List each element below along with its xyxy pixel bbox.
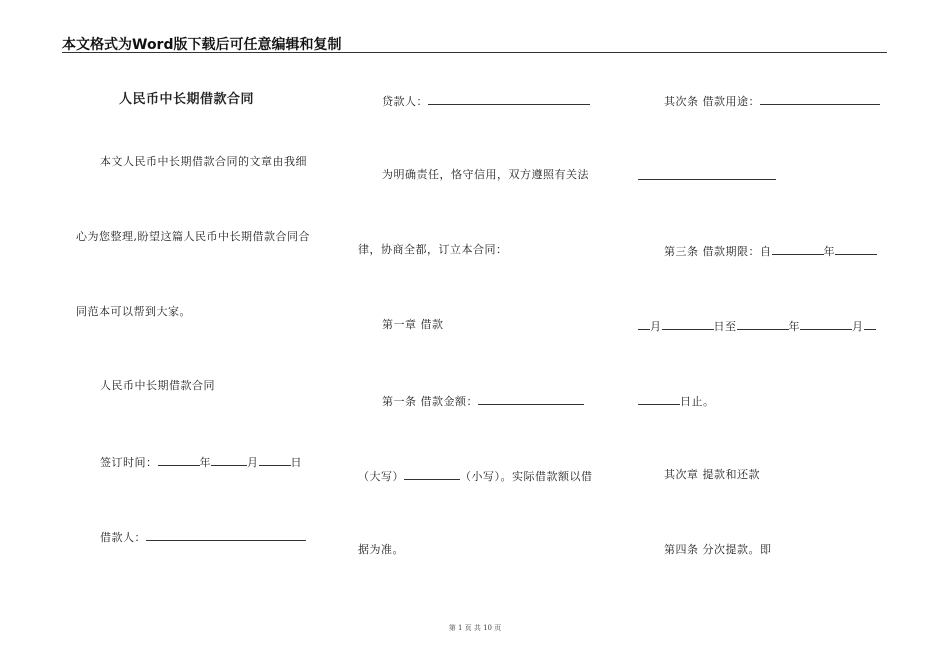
term-end-line — [638, 393, 715, 409]
start-month-blank[interactable] — [835, 243, 877, 255]
sign-day-label: 日 — [290, 456, 302, 469]
purpose-blank-2[interactable] — [638, 168, 776, 180]
intro-line-2: 心为您整理,盼望这篇人民币中长期借款合同合 — [76, 230, 310, 243]
sign-day-blank[interactable] — [259, 454, 291, 466]
para-line-2: 律，协商全都，订立本合同： — [358, 243, 508, 256]
term-line — [638, 318, 876, 334]
amount-lower-label: （小写）。实际借款额以借 — [460, 470, 593, 483]
article-2-label: 其次条 借款用途： — [664, 95, 760, 108]
purpose-blank[interactable] — [760, 93, 880, 105]
contract-name: 人民币中长期借款合同 — [100, 379, 215, 392]
document-header-title: 本文格式为Word版下载后可任意编辑和复制 — [62, 37, 342, 53]
doc-title: 人民币中长期借款合同 — [119, 92, 255, 107]
intro-line-3: 同范本可以帮到大家。 — [76, 305, 191, 318]
amount-upper-blank[interactable] — [404, 468, 460, 480]
start-month-blank-2[interactable] — [638, 318, 650, 330]
start-year-label: 年 — [823, 245, 835, 258]
end-year-blank[interactable] — [737, 318, 789, 330]
end-year-label: 年 — [788, 320, 800, 333]
purpose-blank-line — [638, 168, 776, 184]
article-3-line — [664, 243, 877, 259]
header-divider — [62, 52, 887, 53]
sign-month-blank[interactable] — [211, 454, 247, 466]
amount-upper-label: （大写） — [358, 470, 404, 483]
end-month-label: 月 — [852, 320, 864, 333]
borrower-line — [100, 529, 306, 545]
chapter-2-heading: 其次章 提款和还款 — [664, 468, 760, 481]
day-to-label: 日至 — [713, 320, 737, 333]
intro-line-1: 本文人民币中长期借款合同的文章由我细 — [100, 155, 307, 168]
borrower-blank[interactable] — [146, 529, 306, 541]
sign-year-blank[interactable] — [158, 454, 200, 466]
lender-blank[interactable] — [428, 93, 590, 105]
article-1-label: 第一条 借款金额： — [382, 395, 478, 408]
page-number: 第 1 页 共 10 页 — [448, 624, 502, 632]
end-day-blank-2[interactable] — [638, 393, 680, 405]
sign-year-label: 年 — [199, 456, 211, 469]
start-year-blank[interactable] — [772, 243, 824, 255]
start-month-label: 月 — [650, 320, 662, 333]
sign-time-line — [100, 454, 302, 470]
amount-end-line: 据为准。 — [358, 543, 404, 556]
lender-line — [382, 93, 590, 109]
sign-time-label: 签订时间： — [100, 456, 158, 469]
borrower-label: 借款人： — [100, 531, 146, 544]
article-2-line — [664, 93, 880, 109]
amount-blank[interactable] — [478, 393, 584, 405]
chapter-1-heading: 第一章 借款 — [382, 318, 444, 331]
article-4-line: 第四条 分次提款。即 — [664, 543, 772, 556]
amount-line — [358, 468, 593, 484]
sign-month-label: 月 — [247, 456, 259, 469]
article-3-label: 第三条 借款期限：自 — [664, 245, 772, 258]
end-day-blank[interactable] — [864, 318, 876, 330]
lender-label: 贷款人： — [382, 95, 428, 108]
end-month-blank[interactable] — [800, 318, 852, 330]
term-end-label: 日止。 — [680, 395, 715, 408]
para-line-1: 为明确责任，恪守信用，双方遵照有关法 — [382, 168, 589, 181]
start-day-blank[interactable] — [662, 318, 714, 330]
article-1-line — [382, 393, 584, 409]
